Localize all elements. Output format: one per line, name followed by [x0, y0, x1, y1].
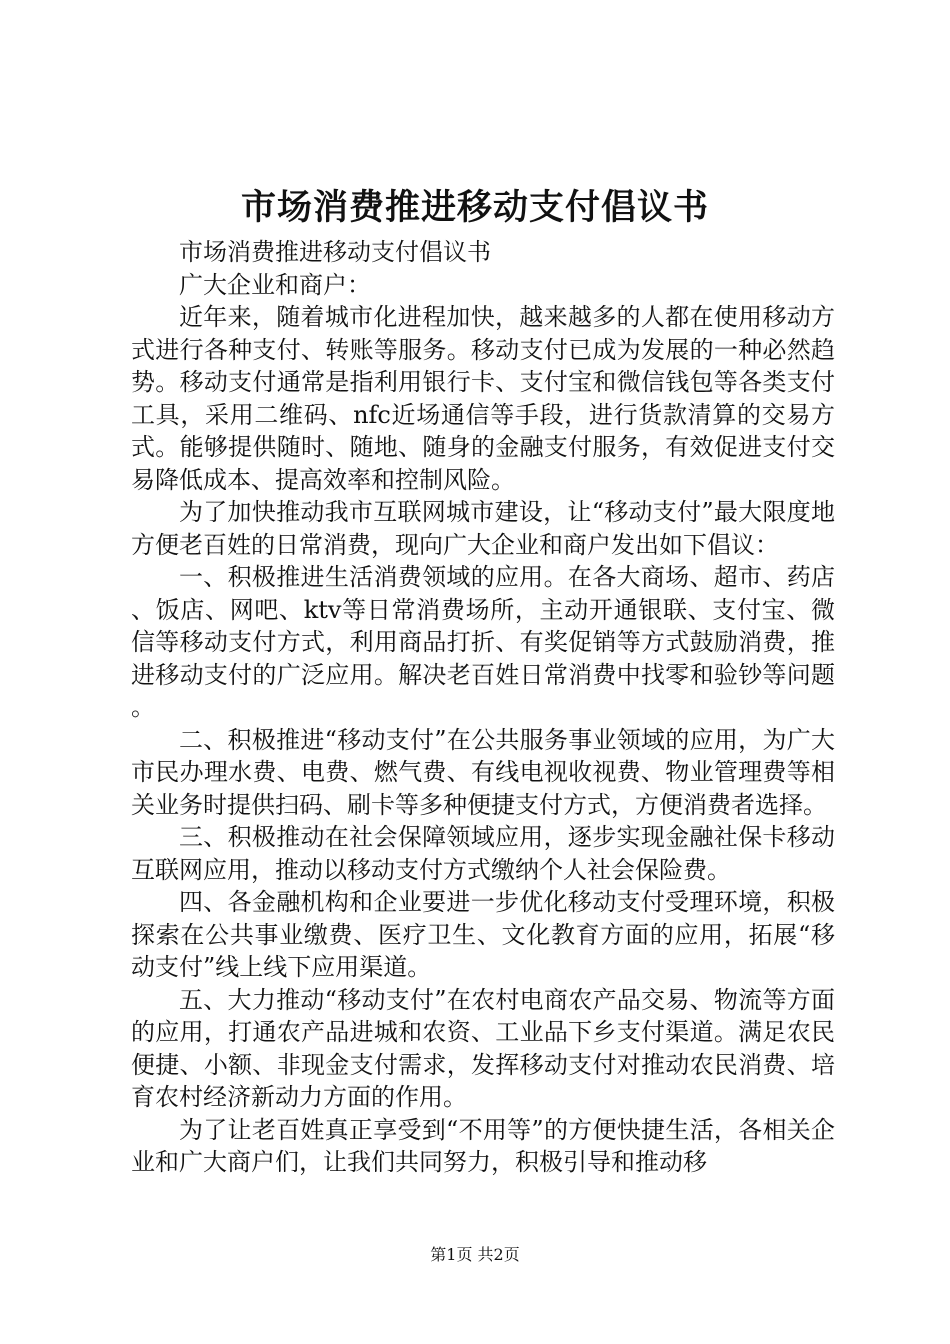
paragraph-salutation: 广大企业和商户： [179, 270, 371, 299]
paragraph-item-2: 二、积极推进“移动支付”在公共服务事业领域的应用，为广大市民办理水费、电费、燃气费、有线电视收视费、物业管理费等相关业务时提供扫码、刷卡等多种便捷支付方式，方便消费者选择。 [131, 725, 835, 819]
paragraph-item-3: 三、积极推动在社会保障领域应用，逐步实现金融社保卡移动互联网应用，推动以移动支付方式缴纳个人社会保险费。 [131, 823, 835, 884]
paragraph-heading-repeat: 市场消费推进移动支付倡议书 [179, 238, 491, 266]
paragraph-item-4: 四、各金融机构和企业要进一步优化移动支付受理环境，积极探索在公共事业缴费、医疗卫生、文化教育方面的应用，拓展“移动支付”线上线下应用渠道。 [131, 888, 835, 981]
paragraph-item-5: 五、大力推动“移动支付”在农村电商农产品交易、物流等方面的应用，打通农产品进城和农资、工业品下乡支付渠道。满足农民便捷、小额、非现金支付需求，发挥移动支付对推动农民消费、培育农村经济新动力方面的作用。 [131, 985, 835, 1111]
page-number-footer: 第1页 共2页 [430, 1245, 520, 1264]
paragraph-item-1: 一、积极推进生活消费领域的应用。在各大商场、超市、药店、饭店、网吧、ktv等日常消费场所，主动开通银联、支付宝、微信等移动支付方式，利用商品打折、有奖促销等方式鼓励消费，推进移动支付的广泛应用。解决老百姓日常消费中找零和验钞等问题。 [131, 563, 835, 721]
page-title: 市场消费推进移动支付倡议书 [240, 187, 709, 228]
paragraph-intro: 近年来，随着城市化进程加快，越来越多的人都在使用移动方式进行各种支付、转账等服务。移动支付已成为发展的一种必然趋势。移动支付通常是指利用银行卡、支付宝和微信钱包等各类支付工具，采用二维码、nfc近场通信等手段，进行货款清算的交易方式。能够提供随时、随地、随身的金融支付服务，有效促进支付交易降低成本、提高效率和控制风险。 [131, 303, 835, 494]
paragraph-purpose: 为了加快推动我市互联网城市建设，让“移动支付”最大限度地方便老百姓的日常消费，现向广大企业和商户发出如下倡议： [131, 498, 835, 559]
paragraph-closing: 为了让老百姓真正享受到“不用等”的方便快捷生活，各相关企业和广大商户们，让我们共同努力，积极引导和推动移 [131, 1115, 835, 1176]
document-body [131, 236, 835, 1179]
